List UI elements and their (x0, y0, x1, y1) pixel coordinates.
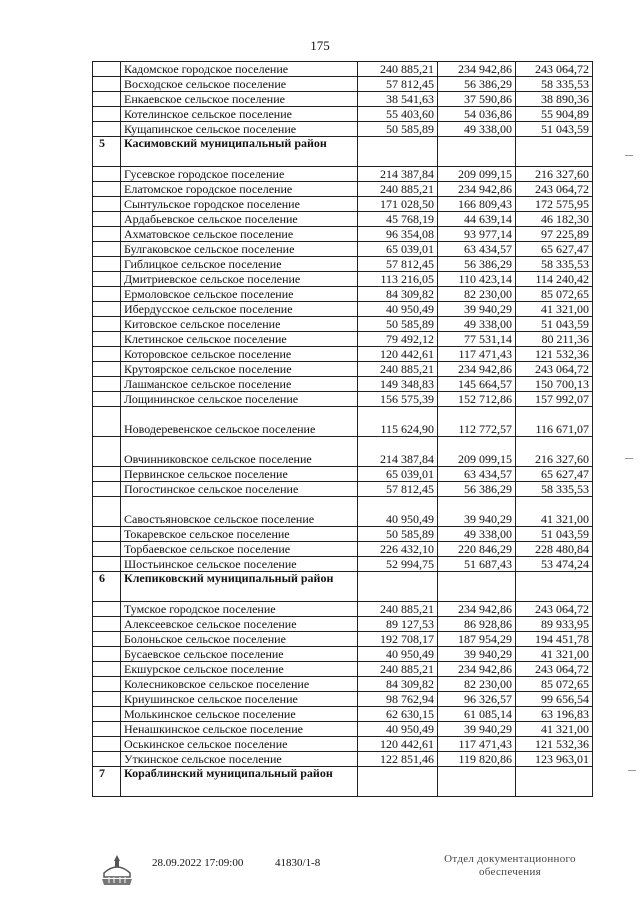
table-row (93, 302, 593, 317)
amount-year-2: 82 230,00 (438, 677, 516, 692)
empty-index-cell (93, 722, 121, 737)
amount-year-1: 57 812,45 (358, 77, 438, 92)
amount-year-3: 41 321,00 (516, 647, 593, 662)
amount-year-3: 51 043,59 (516, 317, 593, 332)
amount-year-2: 166 809,43 (438, 197, 516, 212)
table-row (93, 182, 593, 197)
empty-index-cell (93, 227, 121, 242)
footer-registration-number: 41830/1-8 (275, 857, 321, 869)
amount-year-3: 85 072,65 (516, 677, 593, 692)
table-row (93, 527, 593, 542)
settlement-name: Восходское сельское поселение (121, 77, 358, 92)
amount-year-2: 93 977,14 (438, 227, 516, 242)
district-index: 5 (93, 137, 121, 167)
empty-index-cell (93, 527, 121, 542)
table-row (93, 542, 593, 557)
empty-index-cell (93, 557, 121, 572)
settlement-name: Которовское сельское поселение (121, 347, 358, 362)
amount-year-3: 121 532,36 (516, 347, 593, 362)
amount-year-1: 115 624,90 (358, 407, 438, 437)
amount-year-2: 110 423,14 (438, 272, 516, 287)
empty-index-cell (93, 752, 121, 767)
district-header-row (93, 572, 593, 602)
amount-year-2: 63 434,57 (438, 467, 516, 482)
amount-year-1: 57 812,45 (358, 482, 438, 497)
amount-year-3: 41 321,00 (516, 722, 593, 737)
page-footer (0, 853, 640, 905)
settlement-name: Первинское сельское поселение (121, 467, 358, 482)
stamp-line-2: обеспечения (478, 866, 542, 878)
district-header-row (93, 137, 593, 167)
amount-year-1: 79 492,12 (358, 332, 438, 347)
amount-year-3: 99 656,54 (516, 692, 593, 707)
footer-date: 28.09.2022 17:09:00 (152, 857, 244, 869)
amount-year-3: 80 211,36 (516, 332, 593, 347)
table-row (93, 557, 593, 572)
amount-year-3: 150 700,13 (516, 377, 593, 392)
empty-index-cell (93, 692, 121, 707)
amount-year-1: 50 585,89 (358, 317, 438, 332)
amount-year-1: 226 432,10 (358, 542, 438, 557)
amount-year-1: 156 575,39 (358, 392, 438, 407)
amount-year-3: 123 963,01 (516, 752, 593, 767)
table-row (93, 227, 593, 242)
amount-year-3: 172 575,95 (516, 197, 593, 212)
table-row (93, 122, 593, 137)
amount-year-3: 194 451,78 (516, 632, 593, 647)
amount-year-1: 84 309,82 (358, 677, 438, 692)
table-row (93, 317, 593, 332)
table-row (93, 752, 593, 767)
table-row (93, 707, 593, 722)
amount-year-1: 62 630,15 (358, 707, 438, 722)
amount-year-1: 149 348,83 (358, 377, 438, 392)
amount-year-1: 240 885,21 (358, 182, 438, 197)
settlement-name: Ненашкинское сельское поселение (121, 722, 358, 737)
amount-year-3: 58 335,53 (516, 482, 593, 497)
amount-year-2: 77 531,14 (438, 332, 516, 347)
empty-cell (438, 767, 516, 797)
empty-cell (358, 767, 438, 797)
settlement-name: Бусаевское сельское поселение (121, 647, 358, 662)
empty-index-cell (93, 617, 121, 632)
amount-year-2: 44 639,14 (438, 212, 516, 227)
settlement-name: Шостьинское сельское поселение (121, 557, 358, 572)
amount-year-2: 39 940,29 (438, 302, 516, 317)
settlement-name: Тумское городское поселение (121, 602, 358, 617)
amount-year-2: 61 085,14 (438, 707, 516, 722)
table-row (93, 647, 593, 662)
amount-year-3: 38 890,36 (516, 92, 593, 107)
amount-year-3: 243 064,72 (516, 362, 593, 377)
district-index: 7 (93, 767, 121, 797)
amount-year-2: 56 386,29 (438, 77, 516, 92)
amount-year-3: 65 627,47 (516, 467, 593, 482)
amount-year-1: 120 442,61 (358, 737, 438, 752)
amount-year-2: 49 338,00 (438, 317, 516, 332)
amount-year-1: 84 309,82 (358, 287, 438, 302)
margin-mark (625, 458, 633, 459)
amount-year-1: 55 403,60 (358, 107, 438, 122)
amount-year-2: 234 942,86 (438, 362, 516, 377)
amount-year-1: 50 585,89 (358, 527, 438, 542)
empty-index-cell (93, 602, 121, 617)
table-row (93, 722, 593, 737)
amount-year-2: 82 230,00 (438, 287, 516, 302)
settlement-name: Савостьяновское сельское поселение (121, 497, 358, 527)
amount-year-3: 53 474,24 (516, 557, 593, 572)
settlement-name: Ермоловское сельское поселение (121, 287, 358, 302)
settlement-name: Молькинское сельское поселение (121, 707, 358, 722)
empty-index-cell (93, 92, 121, 107)
amount-year-1: 45 768,19 (358, 212, 438, 227)
empty-index-cell (93, 662, 121, 677)
empty-cell (516, 767, 593, 797)
table-row (93, 272, 593, 287)
amount-year-1: 240 885,21 (358, 602, 438, 617)
settlement-name: Екшурское сельское поселение (121, 662, 358, 677)
amount-year-1: 96 354,08 (358, 227, 438, 242)
table-row (93, 437, 593, 467)
settlement-name: Болоньское сельское поселение (121, 632, 358, 647)
settlement-name: Алексеевское сельское поселение (121, 617, 358, 632)
settlement-name: Енкаевское сельское поселение (121, 92, 358, 107)
table-row (93, 362, 593, 377)
settlement-name: Погостинское сельское поселение (121, 482, 358, 497)
amount-year-1: 240 885,21 (358, 62, 438, 77)
settlement-name: Кадомское городское поселение (121, 62, 358, 77)
amount-year-2: 119 820,86 (438, 752, 516, 767)
amount-year-1: 214 387,84 (358, 437, 438, 467)
amount-year-3: 41 321,00 (516, 497, 593, 527)
budget-table (92, 61, 593, 797)
district-index: 6 (93, 572, 121, 602)
amount-year-3: 55 904,89 (516, 107, 593, 122)
amount-year-2: 56 386,29 (438, 257, 516, 272)
amount-year-2: 220 846,29 (438, 542, 516, 557)
stamp-line-1: Отдел документационного (444, 853, 576, 865)
settlement-name: Ахматовское сельское поселение (121, 227, 358, 242)
table-row (93, 602, 593, 617)
amount-year-1: 50 585,89 (358, 122, 438, 137)
amount-year-1: 122 851,46 (358, 752, 438, 767)
empty-index-cell (93, 122, 121, 137)
amount-year-1: 240 885,21 (358, 362, 438, 377)
table-row (93, 62, 593, 77)
empty-index-cell (93, 62, 121, 77)
empty-index-cell (93, 182, 121, 197)
table-row (93, 407, 593, 437)
amount-year-2: 49 338,00 (438, 527, 516, 542)
amount-year-1: 40 950,49 (358, 722, 438, 737)
amount-year-3: 63 196,83 (516, 707, 593, 722)
empty-index-cell (93, 632, 121, 647)
amount-year-2: 37 590,86 (438, 92, 516, 107)
empty-cell (438, 572, 516, 602)
table-row (93, 692, 593, 707)
table-row (93, 347, 593, 362)
settlement-name: Колесниковское сельское поселение (121, 677, 358, 692)
empty-index-cell (93, 497, 121, 527)
amount-year-3: 51 043,59 (516, 527, 593, 542)
table-row (93, 242, 593, 257)
table-row (93, 467, 593, 482)
table-row (93, 482, 593, 497)
settlement-name: Сынтульское городское поселение (121, 197, 358, 212)
amount-year-2: 209 099,15 (438, 167, 516, 182)
table-row (93, 737, 593, 752)
amount-year-2: 49 338,00 (438, 122, 516, 137)
amount-year-3: 116 671,07 (516, 407, 593, 437)
settlement-name: Дмитриевское сельское поселение (121, 272, 358, 287)
table-row (93, 497, 593, 527)
amount-year-1: 40 950,49 (358, 647, 438, 662)
empty-index-cell (93, 437, 121, 467)
amount-year-1: 171 028,50 (358, 197, 438, 212)
amount-year-1: 52 994,75 (358, 557, 438, 572)
amount-year-1: 214 387,84 (358, 167, 438, 182)
table-row (93, 257, 593, 272)
amount-year-3: 114 240,42 (516, 272, 593, 287)
empty-index-cell (93, 482, 121, 497)
amount-year-1: 89 127,53 (358, 617, 438, 632)
empty-index-cell (93, 77, 121, 92)
amount-year-1: 192 708,17 (358, 632, 438, 647)
table-row (93, 392, 593, 407)
empty-index-cell (93, 677, 121, 692)
amount-year-2: 117 471,43 (438, 347, 516, 362)
empty-index-cell (93, 737, 121, 752)
settlement-name: Уткинское сельское поселение (121, 752, 358, 767)
amount-year-2: 152 712,86 (438, 392, 516, 407)
empty-cell (516, 137, 593, 167)
table-row (93, 662, 593, 677)
amount-year-3: 216 327,60 (516, 437, 593, 467)
margin-mark (628, 770, 636, 771)
amount-year-3: 243 064,72 (516, 182, 593, 197)
amount-year-1: 113 216,05 (358, 272, 438, 287)
amount-year-2: 234 942,86 (438, 662, 516, 677)
empty-index-cell (93, 392, 121, 407)
table-row (93, 632, 593, 647)
amount-year-2: 234 942,86 (438, 62, 516, 77)
amount-year-3: 58 335,53 (516, 257, 593, 272)
amount-year-1: 57 812,45 (358, 257, 438, 272)
amount-year-2: 187 954,29 (438, 632, 516, 647)
empty-index-cell (93, 317, 121, 332)
amount-year-2: 39 940,29 (438, 722, 516, 737)
empty-index-cell (93, 362, 121, 377)
regional-emblem-icon (100, 853, 134, 892)
district-name: Клепиковский муниципальный район (121, 572, 358, 602)
empty-index-cell (93, 212, 121, 227)
table-row (93, 77, 593, 92)
amount-year-2: 234 942,86 (438, 182, 516, 197)
amount-year-1: 65 039,01 (358, 242, 438, 257)
settlement-name: Крутоярское сельское поселение (121, 362, 358, 377)
district-header-row (93, 767, 593, 797)
amount-year-3: 51 043,59 (516, 122, 593, 137)
empty-index-cell (93, 467, 121, 482)
empty-index-cell (93, 707, 121, 722)
empty-index-cell (93, 542, 121, 557)
settlement-name: Кущапинское сельское поселение (121, 122, 358, 137)
amount-year-3: 46 182,30 (516, 212, 593, 227)
amount-year-3: 89 933,95 (516, 617, 593, 632)
amount-year-3: 216 327,60 (516, 167, 593, 182)
settlement-name: Торбаевское сельское поселение (121, 542, 358, 557)
page-number: 175 (310, 38, 330, 53)
amount-year-2: 39 940,29 (438, 647, 516, 662)
settlement-name: Оськинское сельское поселение (121, 737, 358, 752)
amount-year-2: 51 687,43 (438, 557, 516, 572)
table-row (93, 677, 593, 692)
empty-index-cell (93, 407, 121, 437)
settlement-name: Ибердусское сельское поселение (121, 302, 358, 317)
amount-year-2: 112 772,57 (438, 407, 516, 437)
amount-year-2: 209 099,15 (438, 437, 516, 467)
empty-index-cell (93, 347, 121, 362)
table-row (93, 377, 593, 392)
district-name: Кораблинский муниципальный район (121, 767, 358, 797)
empty-cell (516, 572, 593, 602)
amount-year-3: 85 072,65 (516, 287, 593, 302)
settlement-name: Токаревское сельское поселение (121, 527, 358, 542)
amount-year-2: 86 928,86 (438, 617, 516, 632)
amount-year-3: 157 992,07 (516, 392, 593, 407)
empty-index-cell (93, 647, 121, 662)
amount-year-3: 65 627,47 (516, 242, 593, 257)
table-row (93, 287, 593, 302)
amount-year-1: 40 950,49 (358, 302, 438, 317)
empty-index-cell (93, 242, 121, 257)
amount-year-1: 65 039,01 (358, 467, 438, 482)
amount-year-1: 98 762,94 (358, 692, 438, 707)
settlement-name: Криушинское сельское поселение (121, 692, 358, 707)
settlement-name: Елатомское городское поселение (121, 182, 358, 197)
empty-index-cell (93, 302, 121, 317)
empty-index-cell (93, 257, 121, 272)
amount-year-1: 240 885,21 (358, 662, 438, 677)
settlement-name: Гиблицкое сельское поселение (121, 257, 358, 272)
amount-year-3: 243 064,72 (516, 62, 593, 77)
district-name: Касимовский муниципальный район (121, 137, 358, 167)
margin-mark (625, 155, 633, 156)
table-row (93, 617, 593, 632)
amount-year-2: 96 326,57 (438, 692, 516, 707)
budget-table-body (93, 62, 593, 797)
settlement-name: Лощининское сельское поселение (121, 392, 358, 407)
amount-year-2: 145 664,57 (438, 377, 516, 392)
empty-index-cell (93, 332, 121, 347)
amount-year-1: 38 541,63 (358, 92, 438, 107)
table-row (93, 212, 593, 227)
settlement-name: Клетинское сельское поселение (121, 332, 358, 347)
table-row (93, 92, 593, 107)
table-row (93, 332, 593, 347)
table-row (93, 167, 593, 182)
amount-year-3: 243 064,72 (516, 662, 593, 677)
amount-year-3: 243 064,72 (516, 602, 593, 617)
amount-year-1: 40 950,49 (358, 497, 438, 527)
settlement-name: Гусевское городское поселение (121, 167, 358, 182)
settlement-name: Лашманское сельское поселение (121, 377, 358, 392)
amount-year-3: 41 321,00 (516, 302, 593, 317)
settlement-name: Ардабьевское сельское поселение (121, 212, 358, 227)
settlement-name: Булгаковское сельское поселение (121, 242, 358, 257)
empty-index-cell (93, 197, 121, 212)
empty-cell (438, 137, 516, 167)
settlement-name: Новодеревенское сельское поселение (121, 407, 358, 437)
empty-cell (358, 572, 438, 602)
amount-year-3: 228 480,84 (516, 542, 593, 557)
amount-year-3: 58 335,53 (516, 77, 593, 92)
empty-index-cell (93, 167, 121, 182)
department-stamp (440, 853, 580, 879)
amount-year-3: 97 225,89 (516, 227, 593, 242)
empty-index-cell (93, 377, 121, 392)
amount-year-2: 63 434,57 (438, 242, 516, 257)
amount-year-3: 121 532,36 (516, 737, 593, 752)
amount-year-2: 234 942,86 (438, 602, 516, 617)
amount-year-2: 39 940,29 (438, 497, 516, 527)
empty-index-cell (93, 272, 121, 287)
amount-year-2: 54 036,86 (438, 107, 516, 122)
empty-index-cell (93, 107, 121, 122)
empty-cell (358, 137, 438, 167)
empty-index-cell (93, 287, 121, 302)
settlement-name: Котелинское сельское поселение (121, 107, 358, 122)
settlement-name: Китовское сельское поселение (121, 317, 358, 332)
settlement-name: Овчинниковское сельское поселение (121, 437, 358, 467)
amount-year-1: 120 442,61 (358, 347, 438, 362)
table-row (93, 107, 593, 122)
amount-year-2: 56 386,29 (438, 482, 516, 497)
amount-year-2: 117 471,43 (438, 737, 516, 752)
table-row (93, 197, 593, 212)
